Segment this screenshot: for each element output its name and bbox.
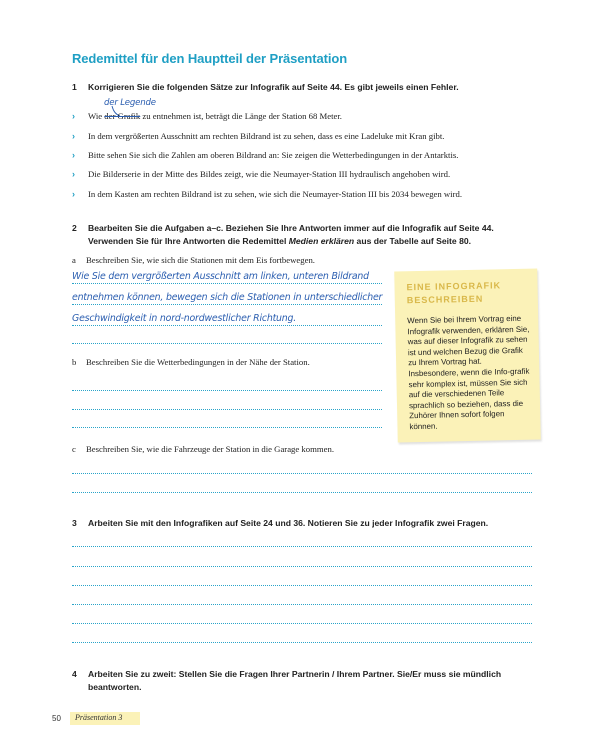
handwritten-correction: der Legende — [104, 98, 156, 108]
chevron-right-icon: › — [72, 169, 75, 179]
task-2-instruction-line2: Verwenden Sie für Ihre Antworten die Redemittel Medien erklären aus der Tabelle auf Seite 80. — [88, 236, 472, 246]
bullet-item: › Bitte sehen Sie sich die Zahlen am oberen Bildrand an: Sie zeigen die Wetterbedingungen in der Antarktis. — [72, 150, 459, 160]
task-2-number: 2 — [72, 223, 77, 233]
note-title: EINE INFOGRAFIK BESCHREIBEN — [406, 280, 502, 306]
subtask-a: a Beschreiben Sie, wie sich die Stationen mit dem Eis fortbewegen. — [72, 255, 315, 265]
writing-line[interactable] — [72, 604, 532, 605]
task-2 — [72, 222, 542, 250]
task-1 — [72, 81, 542, 95]
writing-line[interactable] — [72, 546, 532, 547]
task-2-instruction-line1: Bearbeiten Sie die Aufgaben a–c. Beziehen Sie Ihre Antworten immer auf die Infografik auf Seite 44. — [88, 223, 494, 233]
answer-line-3: Geschwindigkeit in nord-nordwestlicher Richtung. — [72, 313, 297, 324]
writing-line[interactable] — [72, 473, 532, 474]
task-3-number: 3 — [72, 518, 77, 528]
writing-line[interactable] — [72, 642, 532, 643]
page-number: 50 — [52, 714, 61, 723]
writing-line[interactable] — [72, 325, 382, 326]
writing-line[interactable] — [72, 427, 382, 428]
task-1-number: 1 — [72, 82, 77, 92]
chevron-right-icon: › — [72, 189, 75, 199]
writing-line[interactable] — [72, 283, 382, 284]
writing-line[interactable] — [72, 409, 382, 410]
bullet-item: › Wie der Grafik zu entnehmen ist, beträgt die Länge der Station 68 Meter. — [72, 111, 342, 121]
task-4-instruction-line2: beantworten. — [88, 682, 142, 692]
writing-line[interactable] — [72, 492, 532, 493]
writing-line[interactable] — [72, 623, 532, 624]
chevron-right-icon: › — [72, 150, 75, 160]
bullet-item: › Die Bilderserie in der Mitte des Bildes zeigt, wie die Neumayer-Station III hydraulisch angehoben wird. — [72, 169, 451, 179]
subtask-c: c Beschreiben Sie, wie die Fahrzeuge der Station in die Garage kommen. — [72, 444, 334, 454]
writing-line[interactable] — [72, 390, 382, 391]
chevron-right-icon: › — [72, 111, 75, 121]
writing-line[interactable] — [72, 566, 532, 567]
subtask-b: b Beschreiben Sie die Wetterbedingungen in der Nähe der Station. — [72, 357, 310, 367]
answer-line-1: Wie Sie dem vergrößerten Ausschnitt am linken, unteren Bildrand — [72, 271, 369, 282]
task-1-instruction: Korrigieren Sie die folgenden Sätze zur Infografik auf Seite 44. Es gibt jeweils einen Fehler. — [88, 82, 459, 92]
note-body: Wenn Sie bei Ihrem Vortrag eine Infografik verwenden, erklären Sie, was auf dieser Infografik zu sehen ist und welchen Bezug die Grafik zu Ihrem Vortrag hat. Insbesondere, wenn die Info-grafik sehr komplex ist, müssen Sie sich auf die verschiedenen Teile sprachlich so beziehen, dass die Zuhörer Ihnen sofort folgen können. — [407, 313, 530, 432]
task-4-number: 4 — [72, 669, 77, 679]
bullet-item: › In dem Kasten am rechten Bildrand ist zu sehen, wie sich die Neumayer-Station III bis 2034 bewegen wird. — [72, 189, 463, 199]
task-3-instruction: Arbeiten Sie mit den Infografiken auf Seite 24 und 36. Notieren Sie zu jeder Infografik zwei Fragen. — [88, 518, 489, 528]
section-heading: Redemittel für den Hauptteil der Präsentation — [72, 51, 348, 66]
footer-chapter-label: Präsentation 3 — [75, 713, 123, 722]
task-4 — [72, 668, 542, 696]
writing-line[interactable] — [72, 343, 382, 344]
writing-line[interactable] — [72, 304, 382, 305]
task-4-instruction-line1: Arbeiten Sie zu zweit: Stellen Sie die Fragen Ihrer Partnerin / Ihrem Partner. Sie/Er muss sie mündlich — [88, 669, 502, 679]
info-note — [394, 269, 541, 443]
answer-line-2: entnehmen können, bewegen sich die Stationen in unterschiedlicher — [72, 292, 383, 303]
chevron-right-icon: › — [72, 131, 75, 141]
footer-chapter-tab — [70, 712, 140, 725]
task-3 — [72, 517, 542, 531]
writing-line[interactable] — [72, 585, 532, 586]
bullet-item: › In dem vergrößerten Ausschnitt am rechten Bildrand ist zu sehen, dass es eine Ladeluke mit Kran gibt. — [72, 131, 445, 141]
